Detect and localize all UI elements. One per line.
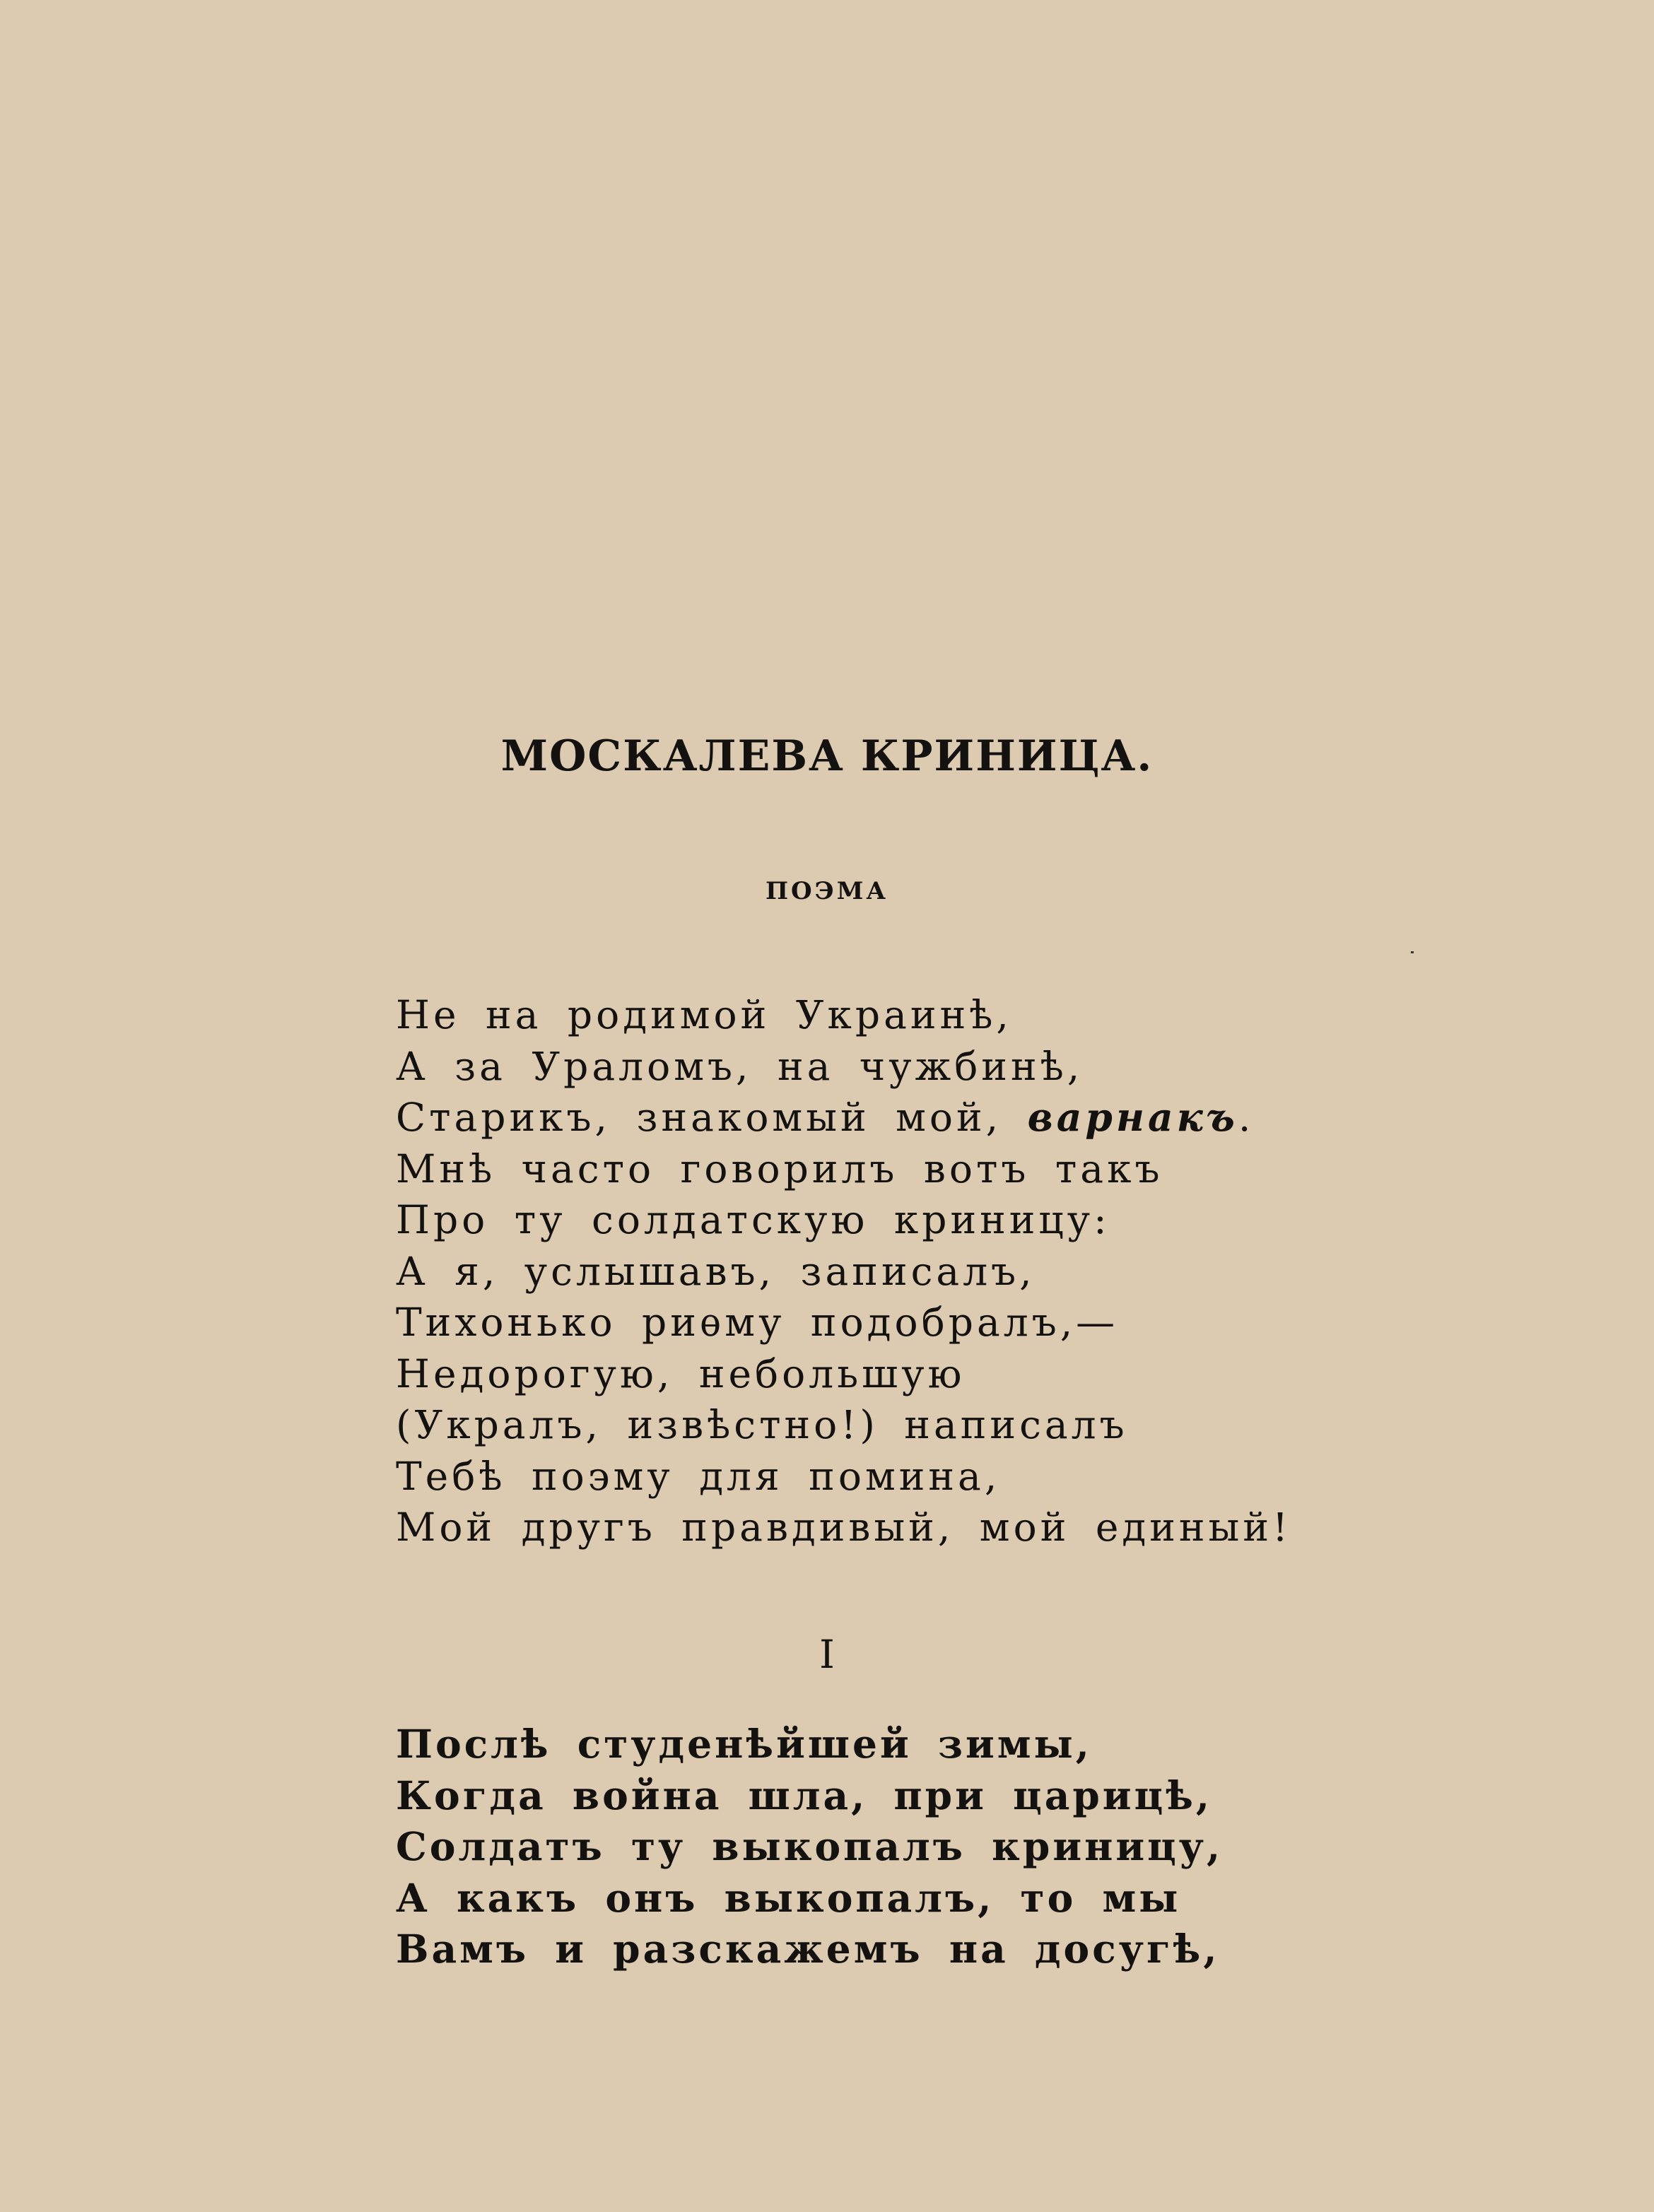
verse-line: Мой другъ правдивый, мой единый! xyxy=(396,1505,1292,1550)
section-numeral: I xyxy=(819,1632,835,1677)
verse-line: Солдатъ ту выкопалъ криницу, xyxy=(396,1823,1224,1869)
prologue-stanza xyxy=(396,989,1291,1553)
verse-line: Тихонько риѳму подобралъ,— xyxy=(396,1300,1119,1345)
poem-title: МОСКАЛЕВА КРИНИЦА. xyxy=(500,731,1154,781)
verse-line: Не на родимой Украинѣ, xyxy=(396,992,1012,1037)
verse-line: А какъ онъ выкопалъ, то мы xyxy=(396,1874,1181,1921)
verse-line: Тебѣ поэму для помина, xyxy=(396,1453,1001,1499)
verse-line-text: Старикъ, знакомый мой, xyxy=(396,1095,1002,1140)
verse-line: Мнѣ часто говорилъ вотъ такъ xyxy=(396,1146,1163,1192)
verse-line: А я, услышавъ, записалъ, xyxy=(396,1248,1036,1294)
verse-line: Недорогую, небольшую xyxy=(396,1351,966,1396)
verse-line: Вамъ и разскажемъ на досугѣ, xyxy=(396,1926,1220,1972)
verse-line: Когда война шла, при царицѣ, xyxy=(396,1772,1213,1818)
verse-line: (Укралъ, извѣстно!) написалъ xyxy=(396,1402,1128,1447)
verse-line: Про ту солдатскую криницу: xyxy=(396,1197,1110,1242)
verse-line: А за Ураломъ, на чужбинѣ, xyxy=(396,1043,1084,1089)
italic-dialect-word: варнакъ xyxy=(1027,1094,1238,1140)
verse-line-punctuation: . xyxy=(1238,1095,1255,1140)
print-speck xyxy=(1411,951,1414,953)
section-one-stanza xyxy=(396,1719,1223,1975)
verse-line xyxy=(396,1092,1291,1143)
verse-line: Послѣ студенѣйшей зимы, xyxy=(396,1721,1092,1767)
poem-subtitle: ПОЭМА xyxy=(765,877,889,905)
